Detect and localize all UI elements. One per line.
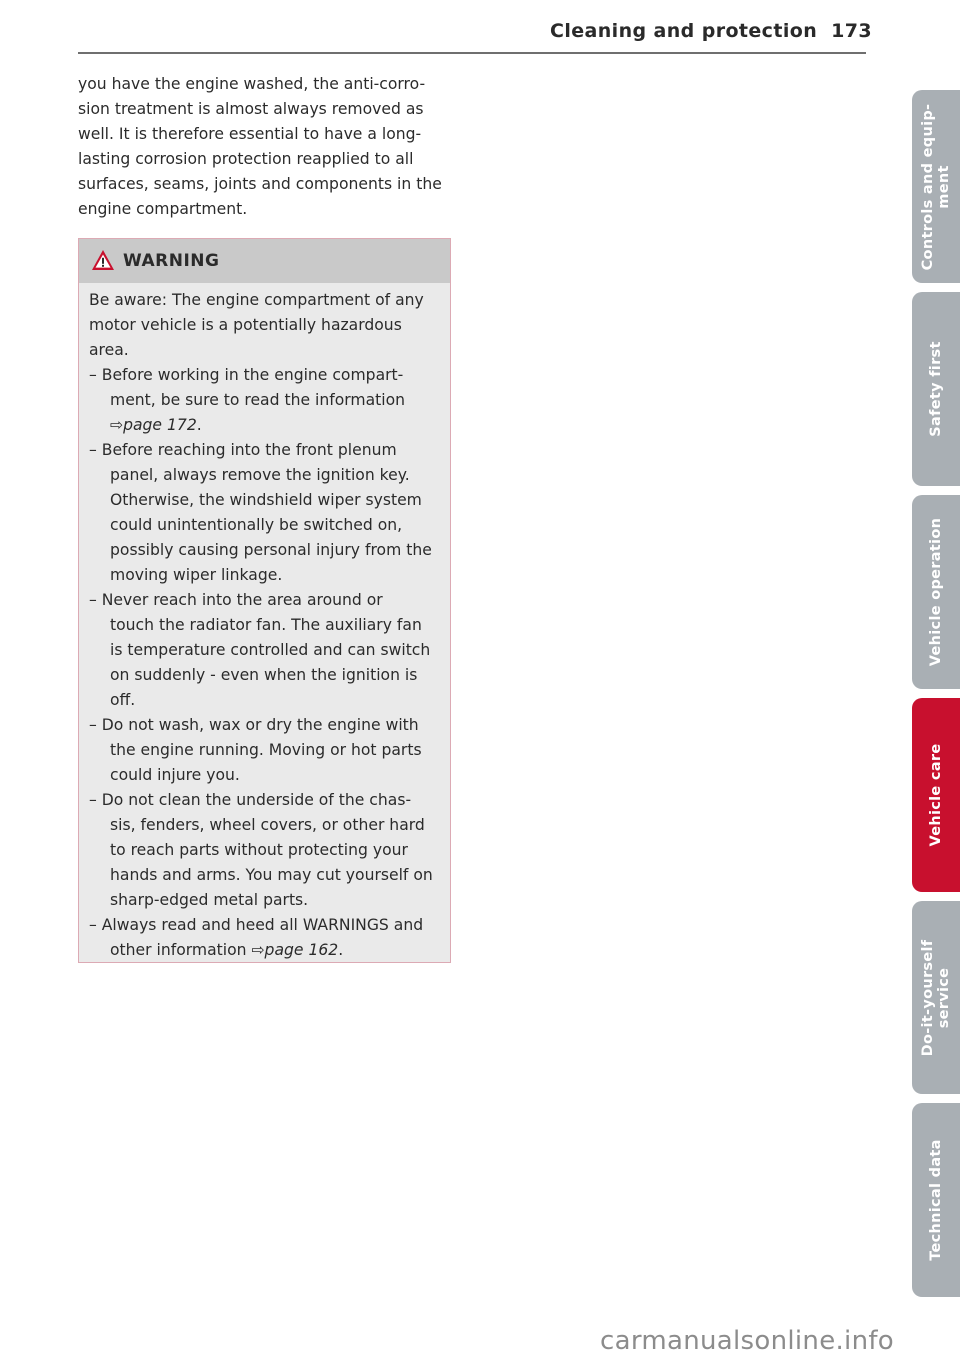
punctuation: . [338, 941, 344, 959]
bullet-line: sharp-edged metal parts. [110, 891, 309, 909]
tab-technical-data[interactable] [912, 1103, 960, 1297]
bullet-line: could injure you. [110, 766, 240, 784]
warning-intro-line: Be aware: The engine compartment of any [89, 291, 424, 309]
tab-label: Vehicle operation [928, 517, 944, 667]
text-line: lasting corrosion protection reapplied to all [78, 150, 414, 168]
section-title: Cleaning and protection [549, 20, 818, 42]
bullet-line: ment, be sure to read the information [110, 391, 406, 409]
arrow-right-icon: ⇨ [251, 941, 265, 959]
tab-vehicle-care[interactable] [912, 698, 960, 892]
punctuation: . [196, 416, 202, 434]
bullet-line: – Do not wash, wax or dry the engine with [89, 716, 419, 734]
bullet-line: possibly causing personal injury from the [110, 541, 432, 559]
page-link[interactable]: page 162 [264, 941, 339, 959]
bullet-line: on suddenly - even when the ignition is [110, 666, 418, 684]
bullet-line: hands and arms. You may cut yourself on [110, 866, 433, 884]
watermark: carmanualsonline.info [600, 1326, 895, 1356]
warning-header [79, 239, 450, 283]
bullet-line: moving wiper linkage. [110, 566, 283, 584]
bullet-line: Otherwise, the windshield wiper system [110, 491, 422, 509]
cross-reference[interactable] [89, 413, 440, 438]
header-divider [78, 52, 866, 54]
bullet-line: could unintentionally be switched on, [110, 516, 403, 534]
tab-label: Controls and equip- ment [920, 103, 952, 270]
warning-intro-line: area. [89, 341, 129, 359]
bullet-line: – Do not clean the underside of the chas- [89, 791, 412, 809]
arrow-right-icon: ⇨ [110, 416, 124, 434]
tab-label: Technical data [928, 1139, 944, 1261]
text-line: surfaces, seams, joints and components in the [78, 175, 442, 193]
bullet-line: is temperature controlled and can switch [110, 641, 431, 659]
tab-label: Safety first [928, 341, 944, 437]
page-number: 173 [831, 20, 872, 42]
warning-box [78, 238, 451, 963]
bullet-line: – Never reach into the area around or [89, 591, 383, 609]
cross-reference[interactable] [89, 938, 440, 963]
bullet-text: other information [110, 941, 247, 959]
bullet-line: to reach parts without protecting your [110, 841, 408, 859]
intro-paragraph [78, 72, 458, 222]
text-line: well. It is therefore essential to have a long- [78, 125, 422, 143]
tab-do-it-yourself-service[interactable] [912, 901, 960, 1094]
bullet-line: sis, fenders, wheel covers, or other hard [110, 816, 425, 834]
text-line: sion treatment is almost always removed as [78, 100, 424, 118]
tab-label: Vehicle care [928, 743, 944, 847]
bullet-line: touch the radiator fan. The auxiliary fan [110, 616, 422, 634]
page-header [500, 20, 872, 42]
bullet-line: the engine running. Moving or hot parts [110, 741, 422, 759]
warning-title: WARNING [123, 251, 220, 271]
warning-triangle-icon [91, 249, 115, 271]
bullet-line: – Always read and heed all WARNINGS and [89, 916, 424, 934]
bullet-line: – Before reaching into the front plenum [89, 441, 397, 459]
warning-intro-line: motor vehicle is a potentially hazardous [89, 316, 402, 334]
text-line: you have the engine washed, the anti-corro- [78, 75, 426, 93]
tab-vehicle-operation[interactable] [912, 495, 960, 689]
tab-controls-and-equipment[interactable] [912, 90, 960, 283]
tab-safety-first[interactable] [912, 292, 960, 486]
page-link[interactable]: page 172 [123, 416, 197, 434]
bullet-line: – Before working in the engine compart- [89, 366, 404, 384]
bullet-line: panel, always remove the ignition key. [110, 466, 410, 484]
warning-body [79, 283, 450, 963]
bullet-line: off. [110, 691, 136, 709]
tab-label: Do-it-yourself service [920, 939, 952, 1056]
text-line: engine compartment. [78, 200, 248, 218]
